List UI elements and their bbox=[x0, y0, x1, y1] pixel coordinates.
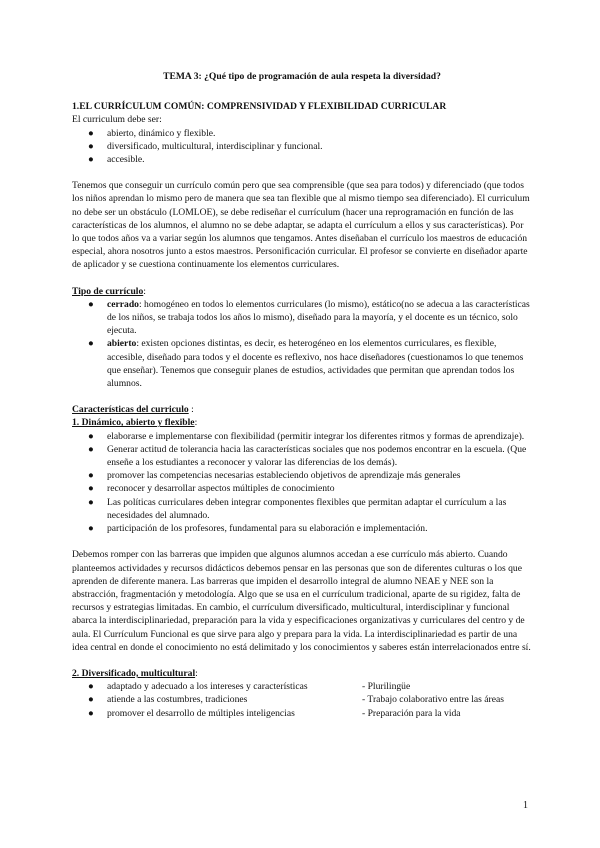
section-1-intro: El curriculum debe ser: bbox=[72, 114, 162, 126]
caracteristicas-section: Características del curriculo : 1. Dinámico, abierto y flexible: ● elaborarse e implementarse con flexibilidad (permitir integrar los diferentes ritmos y formas de aprendizaje). ● Generar actitud de tolerancia hacia las características sociales que nos podemos encontrar en la escuela. (Que enseñe a los estudiantes a reconocer y valorar las diferencias de los demás). ● promover las competencias necesarias estableciendo objetivos de aprendizaje más generales ● reconocer y desarrollar aspectos múltiples de conocimiento ● Las políticas curriculares deben integrar componentes flexibles que permitan adaptar el currículum a las necesidades del alumnado. ● participación de los profesores, fundamental para su elaboración e implementación. Debemos romper con las barreras que impiden que algunos alumnos accedan a ese currículo más abierto. Cuando planteemos actividades y recursos didácticos debemos pensar en las personas que son de diferentes culturas o los que aprenden de diferente manera. Las barreras que impiden el desarrollo integral de alumno NEAE y NEE son la abstracción, fragmentación y metodología. Algo que se usa en el currículum tradicional, aparte de su rigidez, falta de recursos y estrategias limitadas. En cambio, el currículum diversificado, multicultural, interdisciplinar y funcional abarca la interdisciplinariedad, preparación para la vida y especificaciones organizativas y curriculares del centro y de aula. El Currículum Funcional es que sirve para algo y prepara para la vida. La interdisciplinariedad es partir de una idea central en donde el conocimiento no está delimitado y los conocimientos y saberes están interrelacionados entre sí. bbox=[72, 404, 531, 653]
document-title: TEMA 3: ¿Qué tipo de programación de aula respeta la diversidad? bbox=[163, 71, 441, 82]
list-item: ● promover el desarrollo de múltiples inteligencias - Preparación para la vida bbox=[88, 707, 461, 719]
bullet-icon: ● bbox=[88, 496, 94, 508]
bullet-icon: ● bbox=[88, 681, 94, 693]
list-item: ● adaptado y adecuado a los intereses y características - Plurilingüe bbox=[88, 681, 411, 693]
list-item: ● cerrado: homogéneo en todos lo elementos curriculares (lo mismo), estático(no se adecua a las características de los niños, se trabaja todos los años lo mismo), diseñado para la mayoría, y el docente es un técnico, solo ejecuta. bbox=[88, 298, 530, 337]
page-number: 1 bbox=[523, 800, 528, 811]
list-item: ● Generar actitud de tolerancia hacia las características sociales que nos podemos encontrar en la escuela. (Que enseñe a los estudiantes a reconocer y valorar las diferencias de los demás). bbox=[88, 443, 527, 469]
list-item: ● elaborarse e implementarse con flexibilidad (permitir integrar los diferentes ritmos y formas de aprendizaje). bbox=[88, 430, 525, 442]
bullet-icon: ● bbox=[88, 443, 94, 455]
section-2-heading: 2. Diversificado, multicultural bbox=[72, 667, 196, 679]
section-1 bbox=[72, 100, 532, 271]
list-item: ● participación de los profesores, fundamental para su elaboración e implementación. bbox=[88, 523, 428, 535]
caracteristicas-heading: Características del curriculo bbox=[72, 404, 189, 416]
bullet-icon: ● bbox=[88, 523, 94, 535]
list-item: ● atiende a las costumbres, tradiciones - Trabajo colaborativo entre las áreas bbox=[88, 694, 504, 706]
list-item: ● abierto, dinámico y flexible. bbox=[88, 127, 216, 139]
caracteristicas-paragraph: Debemos romper con las barreras que impiden que algunos alumnos accedan a ese currículo más abierto. Cuando planteemos actividades y recursos didácticos debemos pensar en las personas que son de diferentes culturas o los que aprenden de diferente manera. Las barreras que impiden el desarrollo integral de alumno NEAE y NEE son la abstracción, fragmentación y metodología. Algo que se usa en el currículum tradicional, aparte de su rigidez, falta de recursos y estrategias limitadas. En cambio, el currículum diversificado, multicultural, interdisciplinar y funcional abarca la interdisciplinariedad, preparación para la vida y especificaciones organizativas y curriculares del centro y de aula. El Currículum Funcional es que sirve para algo y prepara para la vida. La interdisciplinariedad es partir de una idea central en donde el conocimiento no está delimitado y los conocimientos y saberes están interrelacionados entre sí. bbox=[72, 549, 531, 653]
caracteristicas-bullets bbox=[72, 430, 532, 536]
bullet-icon: ● bbox=[88, 154, 94, 166]
tipo-list bbox=[72, 298, 532, 390]
bullet-icon: ● bbox=[88, 483, 94, 495]
list-item: ● Las políticas curriculares deben integrar componentes flexibles que permitan adaptar el currículum a las necesidades del alumnado. bbox=[88, 496, 507, 521]
list-item: ● diversificado, multicultural, interdisciplinar y funcional. bbox=[88, 140, 323, 152]
section-1-bullets bbox=[72, 127, 532, 167]
tipo-heading: Tipo de currículo bbox=[72, 285, 144, 297]
bullet-icon: ● bbox=[88, 140, 94, 152]
list-item: ● accesible. bbox=[88, 154, 145, 166]
list-item: ● reconocer y desarrollar aspectos múltiples de conocimiento bbox=[88, 483, 335, 495]
section-2: 2. Diversificado, multicultural: ● adaptado y adecuado a los intereses y características - Plurilingüe ● atiende a las costumbres, tradiciones - Trabajo colaborativo entre las áreas ● promover el desarrollo de múltiples inteligencias - Preparación para la vida bbox=[72, 667, 532, 720]
bullet-icon: ● bbox=[88, 127, 94, 139]
bullet-icon: ● bbox=[88, 338, 94, 350]
bullet-icon: ● bbox=[88, 430, 94, 442]
list-item: ● promover las competencias necesarias estableciendo objetivos de aprendizaje más generales bbox=[88, 470, 461, 482]
list-item: ● abierto: existen opciones distintas, es decir, es heterogéneo en los elementos curriculares, es flexible, accesible, diseñado para todos y el docente es reflexivo, nos hace diseñadores (cuestionamos lo que tenemos que enseñar). Tenemos que conseguir planes de estudios, actividades que permitan que aprendan todos los alumnos. bbox=[88, 338, 524, 390]
bullet-icon: ● bbox=[88, 694, 94, 706]
section-1-paragraph: Tenemos que conseguir un currículo común pero que sea comprensible (que sea para todos) y diferenciado (que todos los niños aprendan lo mismo pero de manera que sea tan flexible que al mismo tiempo sea diferenciado). El curriculum no debe ser un obstáculo (LOMLOE), se debe rediseñar el currículum (hacer una reprogramación en función de las características de los alumnos, el alumno no se debe adaptar, se adapta el currículum a ellos y sus características). Por lo que todos años va a variar según los alumnos que tengamos. Antes diseñaban el currículo los maestros de educación especial, ahora nosotros junto a estos maestros. Personificación curricular. El profesor se convierte en diseñador aparte de aplicador y se cuestiona continuamente los elementos curriculares. bbox=[72, 180, 530, 271]
bullet-icon: ● bbox=[88, 298, 94, 310]
section-1-heading: 1.EL CURRÍCULUM COMÚN: COMPRENSIVIDAD Y FLEXIBILIDAD CURRICULAR bbox=[72, 101, 447, 113]
bullet-icon: ● bbox=[88, 707, 94, 719]
caracteristicas-subheading: 1. Dinámico, abierto y flexible bbox=[72, 417, 195, 429]
tipo-section: Tipo de currículo: ● cerrado: homogéneo en todos lo elementos curriculares (lo mismo), estático(no se adecua a las características de los niños, se trabaja todos los años lo mismo), diseñado para la mayoría, y el docente es un técnico, solo ejecuta. ● abierto: existen opciones distintas, es decir, es heterogéneo en los elementos curriculares, es flexible, accesible, diseñado para todos y el docente es reflexivo, nos hace diseñadores (cuestionamos lo que tenemos que enseñar). Tenemos que conseguir planes de estudios, actividades que permitan que aprendan todos los alumnos. bbox=[72, 285, 532, 391]
bullet-icon: ● bbox=[88, 470, 94, 482]
document-page bbox=[72, 70, 532, 720]
